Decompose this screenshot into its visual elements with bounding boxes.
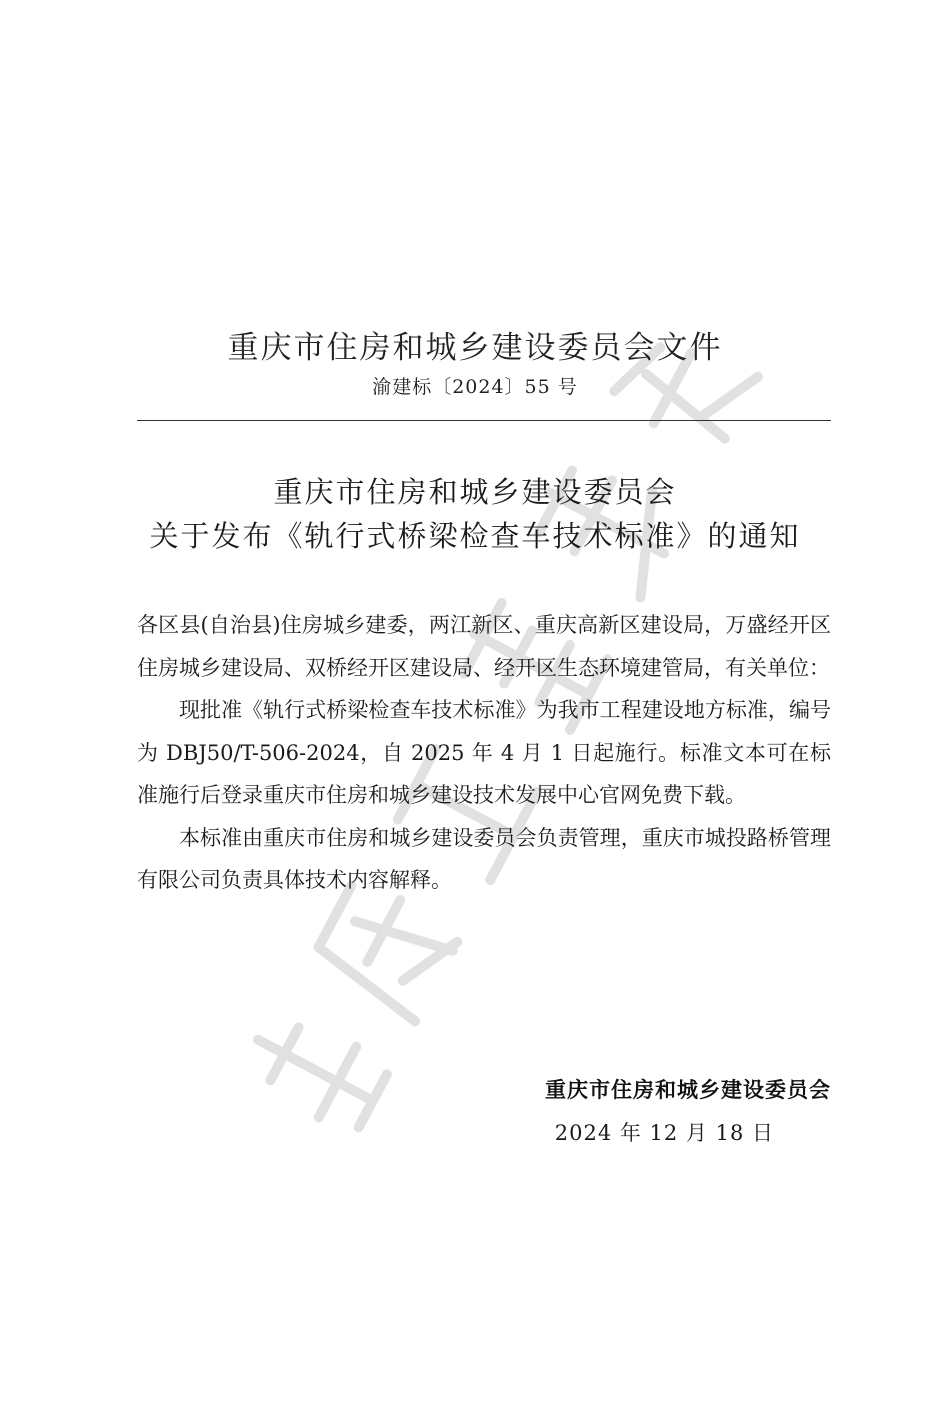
notice-body	[137, 604, 831, 902]
notice-title	[0, 470, 950, 558]
signature-issuer: 重庆市住房和城乡建设委员会	[545, 1078, 831, 1102]
addressees: 各区县(自治县)住房城乡建委，两江新区、重庆高新区建设局，万盛经开区住房城乡建设局、双桥经开区建设局、经开区生态环境建管局，有关单位：	[137, 613, 831, 680]
signature-date: 2024 年 12 月 18 日	[554, 1121, 774, 1145]
issuer-file-title: 重庆市住房和城乡建设委员会文件	[227, 330, 723, 366]
document-number: 渝建标〔2024〕55 号	[372, 376, 578, 398]
notice-title-line-1: 重庆市住房和城乡建设委员会	[273, 475, 677, 509]
body-paragraph-approval: 现批准《轨行式桥梁检查车技术标准》为我市工程建设地方标准，编号为 DBJ50/T-506-2024，自 2025 年 4 月 1 日起施行。标准文本可在标准施行后登录重庆市住房和城乡建设技术发展中心官网免费下载。	[137, 698, 831, 807]
body-paragraph-management: 本标准由重庆市住房和城乡建设委员会负责管理，重庆市城投路桥管理有限公司负责具体技术内容解释。	[137, 825, 831, 892]
notice-title-line-2: 关于发布《轨行式桥梁检查车技术标准》的通知	[149, 519, 801, 553]
header-divider	[137, 420, 831, 421]
